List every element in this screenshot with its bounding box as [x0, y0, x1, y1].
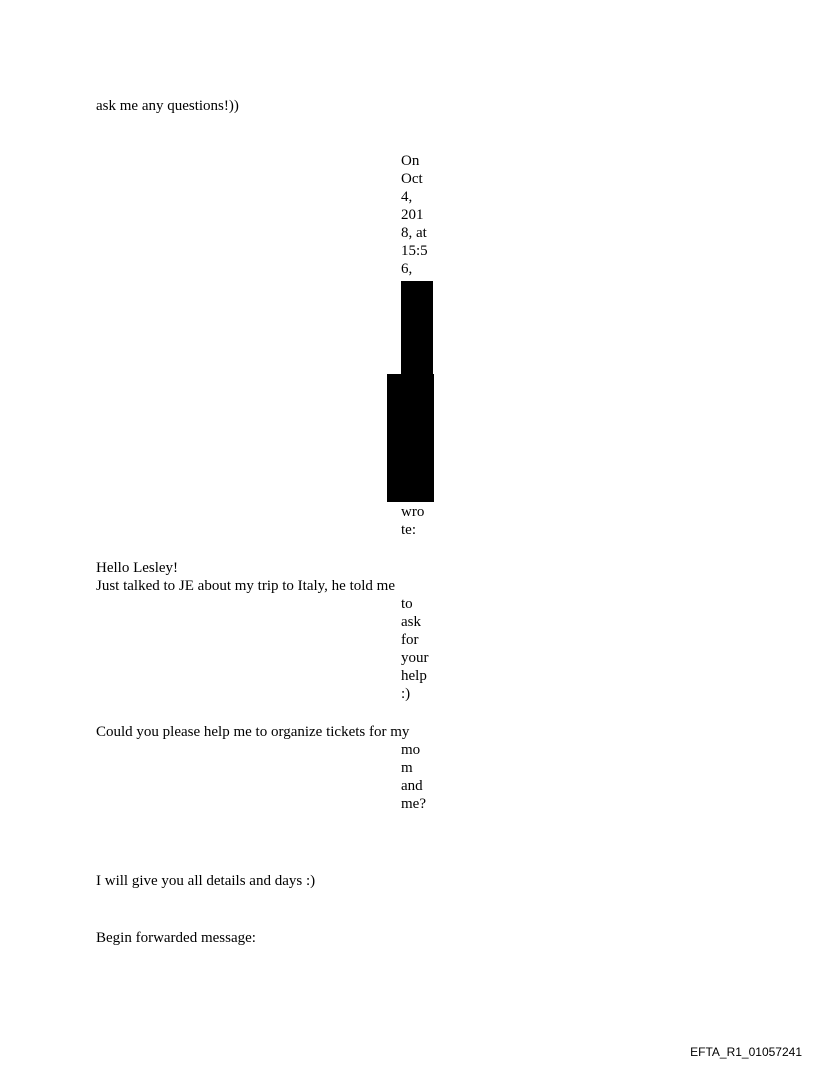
forwarded-message-line: Begin forwarded message:: [96, 930, 256, 946]
paragraph-piece: and: [401, 778, 423, 794]
quote-header-piece: 15:5: [401, 243, 428, 259]
paragraph-trip-line: Just talked to JE about my trip to Italy, he told me: [96, 578, 395, 594]
paragraph-piece: mo: [401, 742, 421, 758]
paragraph-piece: :): [401, 686, 411, 702]
document-id-footer: EFTA_R1_01057241: [690, 1045, 802, 1059]
quote-header-piece: te:: [401, 522, 416, 538]
paragraph-piece: help: [401, 668, 427, 684]
paragraph-piece: ask: [401, 614, 421, 630]
text-line-questions: ask me any questions!)): [96, 98, 239, 114]
quote-header-date: [401, 152, 441, 278]
quote-header-piece: On: [401, 153, 420, 169]
quote-header-wrote: [401, 503, 441, 539]
paragraph-piece: for: [401, 632, 419, 648]
paragraph-piece: your: [401, 650, 429, 666]
paragraph-piece: to: [401, 596, 413, 612]
paragraph-trip-continuation: [401, 595, 441, 703]
paragraph-tickets-line: Could you please help me to organize tickets for my: [96, 724, 410, 740]
quote-header-piece: wro: [401, 504, 425, 520]
quote-header-piece: 201: [401, 207, 424, 223]
paragraph-piece: me?: [401, 796, 426, 812]
quote-header-piece: 8, at: [401, 225, 427, 241]
quote-header-piece: 4,: [401, 189, 413, 205]
quote-header-piece: Oct: [401, 171, 423, 187]
quote-header-piece: 6,: [401, 261, 413, 277]
details-line: I will give you all details and days :): [96, 873, 316, 889]
greeting-line: Hello Lesley!: [96, 560, 179, 576]
paragraph-tickets-continuation: [401, 741, 441, 813]
redaction-box: [387, 374, 434, 502]
redaction-box: [401, 281, 433, 376]
paragraph-piece: m: [401, 760, 413, 776]
